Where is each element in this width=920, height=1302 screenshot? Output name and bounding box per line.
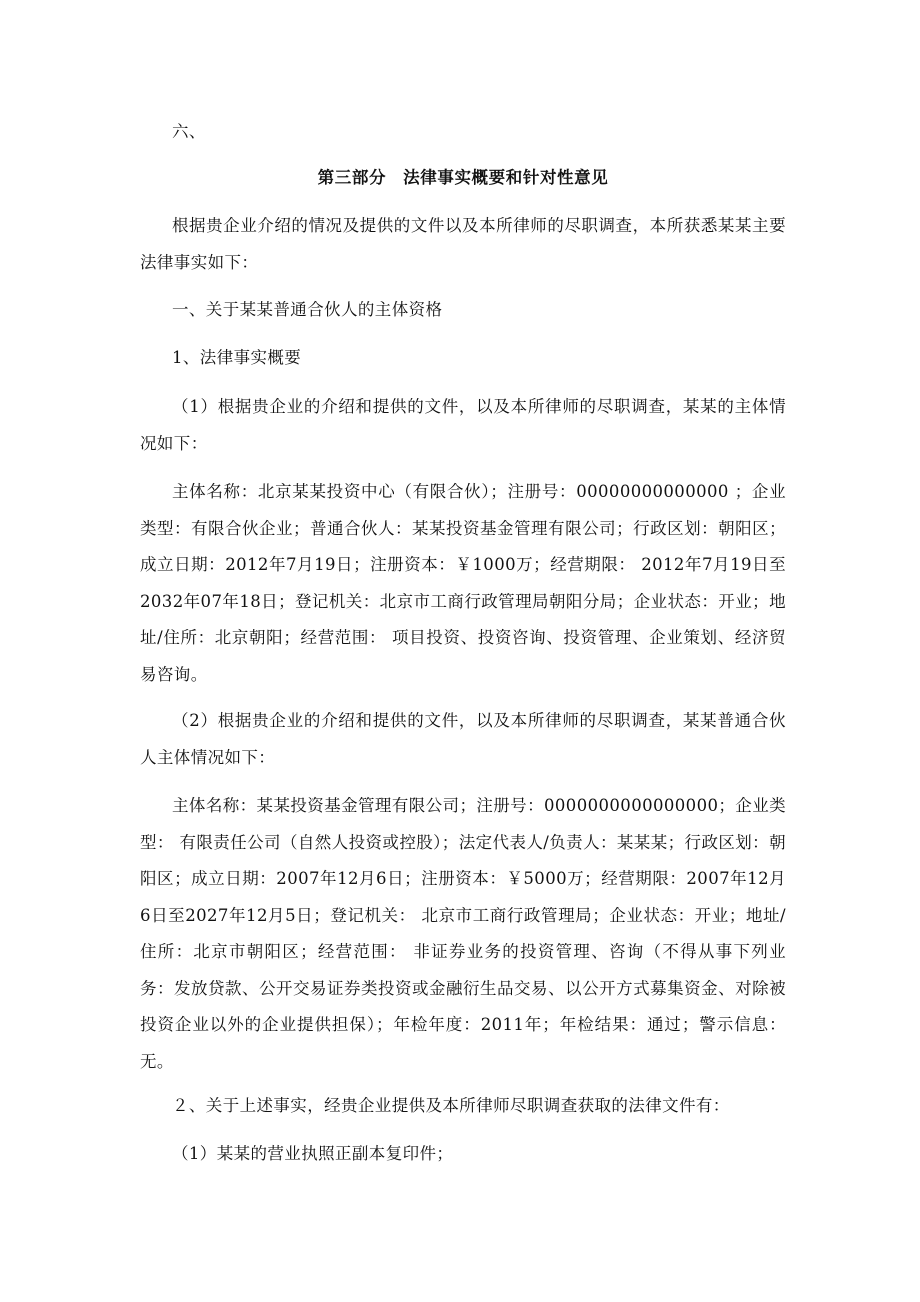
section1-title: 一、关于某某普通合伙人的主体资格 bbox=[172, 300, 443, 319]
item2-detail-paragraph: 主体名称：某某投资基金管理有限公司；注册号：0000000000000000；企业类型： 有限责任公司（自然人投资或控股）；法定代表人/负责人：某某某；行政区划：朝阳区；成立日期：2007年12月6日；注册资本：￥5000万；经营期限：2007年12月6日至2027年12月5日；登记机关： 北京市工商行政管理局；企业状态：开业；地址/住所：北京市朝阳区；经营范围： 非证券业务的投资管理、咨询（不得从事下列业务：发放贷款、公开交易证券类投资或金融衍生品交易、以公开方式募集资金、对除被投资企业以外的企业提供担保）；年检年度：2011年；年检结果：通过；警示信息：无。 bbox=[140, 796, 786, 1071]
item1-detail-paragraph: 主体名称：北京某某投资中心（有限合伙）；注册号：00000000000000 ；企业类型：有限合伙企业；普通合伙人：某某投资基金管理有限公司；行政区划：朝阳区；成立日期：2012年7月19日；注册资本：￥1000万；经营期限： 2012年7月19日至2032年07年18日；登记机关：北京市工商行政管理局朝阳分局；企业状态：开业；地址/住所：北京朝阳；经营范围： 项目投资、投资咨询、投资管理、企业策划、经济贸易咨询。 bbox=[140, 482, 786, 684]
sub2-title: ２、关于上述事实，经贵企业提供及本所律师尽职调查获取的法律文件有： bbox=[172, 1096, 730, 1115]
section-marker: 六、 bbox=[172, 122, 206, 141]
intro-paragraph: 根据贵企业介绍的情况及提供的文件以及本所律师的尽职调查，本所获悉某某主要法律事实如下： bbox=[140, 216, 786, 272]
doc-item1: （1）某某的营业执照正副本复印件； bbox=[172, 1144, 454, 1163]
part-title: 第三部分 法律事实概要和针对性意见 bbox=[317, 168, 609, 187]
item1-lead-paragraph: （1）根据贵企业的介绍和提供的文件，以及本所律师的尽职调查，某某的主体情况如下： bbox=[140, 397, 786, 453]
item2-lead-paragraph: （2）根据贵企业的介绍和提供的文件，以及本所律师的尽职调查，某某普通合伙人主体情况如下： bbox=[140, 711, 786, 767]
sub1-title: 1、法律事实概要 bbox=[172, 348, 302, 367]
